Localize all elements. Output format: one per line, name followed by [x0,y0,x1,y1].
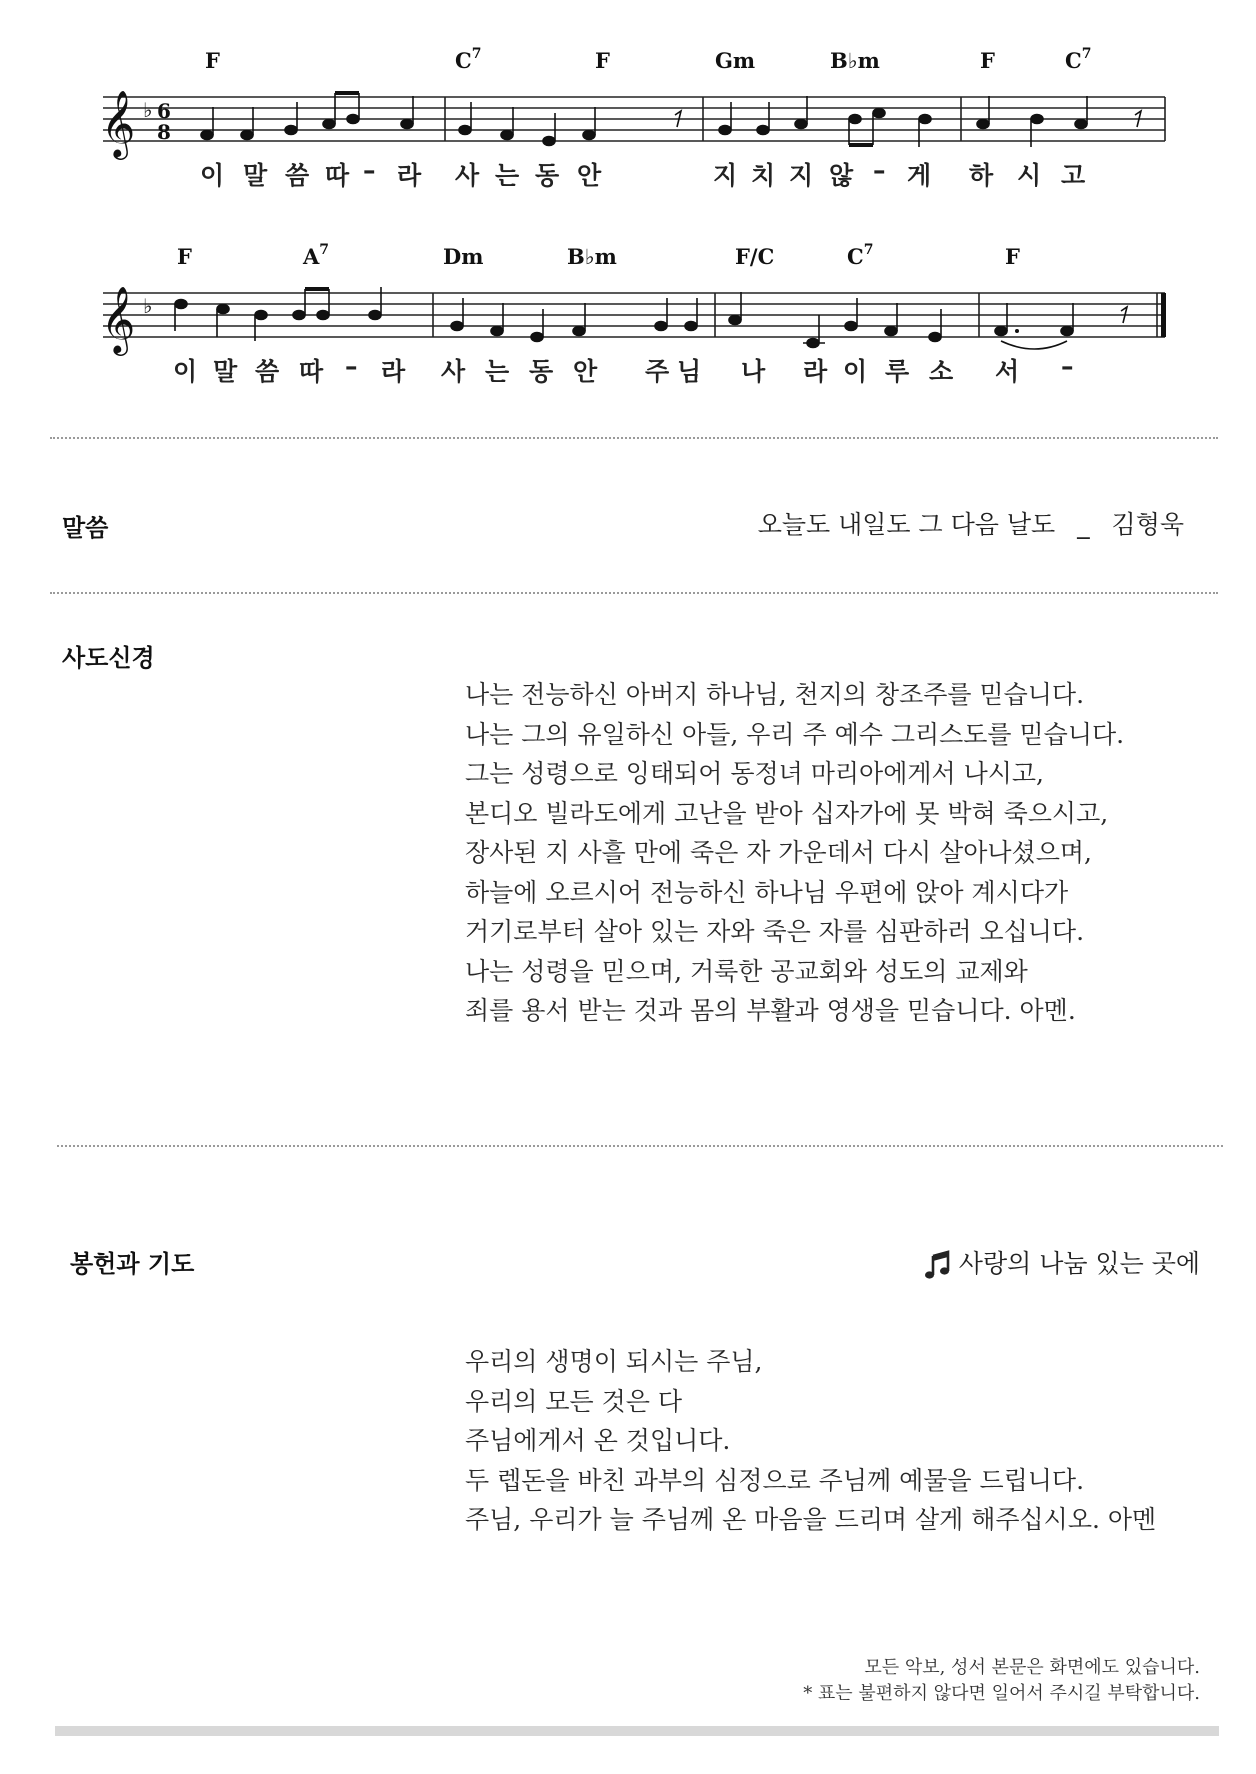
lyric-syllable: 안 [573,357,598,386]
chord-symbol: F [1005,244,1020,269]
footer-line: 모든 악보, 성서 본문은 화면에도 있습니다. [864,1657,1200,1678]
lyric-syllable: – [873,156,886,185]
chord-symbol: F [595,48,610,73]
lyric-syllable: – [363,156,376,185]
sermon-section-title: 말씀 [62,514,109,542]
lyric-syllable: 동 [529,357,554,386]
prayer-line: 우리의 생명이 되시는 주님, [465,1347,763,1376]
svg-text:6: 6 [157,99,171,123]
lyric-syllable: 소 [929,357,954,386]
svg-text:♭: ♭ [143,98,153,122]
creed-text [465,675,1124,1031]
chord-symbol: $C^7$ [847,242,874,269]
sermon-preacher: 김형욱 [1111,510,1184,539]
score-line-2 [95,242,1175,386]
offering-section-title: 봉헌과 기도 [70,1250,195,1278]
lyric-syllable: 는 [495,161,520,190]
footer-note [803,1655,1200,1707]
offering-song-title: 사랑의 나눔 있는 곳에 [958,1249,1200,1278]
svg-text:8: 8 [157,120,171,144]
prayer-line: 우리의 모든 것은 다 [465,1386,683,1416]
lyric-syllable: 지 [713,161,738,190]
creed-line: 하늘에 오르시어 전능하신 하나님 우편에 앉아 계시다가 [465,877,1069,907]
lyric-syllable: – [1061,352,1074,381]
lyric-syllable: 게 [907,161,932,190]
footer-line: * 표는 불편하지 않다면 일어서 주시길 부탁합니다. [803,1683,1200,1704]
sermon-separator: _ [1077,510,1090,539]
section-divider [50,592,1218,594]
lyric-syllable: 이 [173,357,198,386]
lyric-syllable: 안 [577,161,602,190]
lyric-syllable: 나 [741,357,766,386]
svg-text:♭: ♭ [143,294,153,318]
lyric-syllable: 님 [677,357,702,386]
sermon-info [758,505,1184,541]
lyric-syllable: 서 [995,357,1020,386]
sermon-subtitle: 오늘도 내일도 그 다음 날도 [757,510,1056,539]
music-note-icon [925,1250,951,1280]
svg-text:𝄞: 𝄞 [101,285,136,353]
prayer-line: 주님에게서 온 것입니다. [465,1426,731,1455]
lyric-syllable: 이 [843,357,868,386]
creed-line: 본디오 빌라도에게 고난을 받아 십자가에 못 박혀 죽으시고, [465,798,1109,828]
lyric-syllable: 말 [243,161,268,190]
creed-line: 거기로부터 살아 있는 자와 죽은 자를 심판하러 오십니다. [465,917,1085,946]
creed-section-title: 사도신경 [62,644,155,672]
prayer-line: 주님, 우리가 늘 주님께 온 마음을 드리며 살게 해주십시오. 아멘 [465,1505,1157,1534]
lyric-syllable: 시 [1017,161,1042,190]
chord-symbol: $C^7$ [455,46,482,73]
lyric-syllable: 하 [969,161,994,190]
chord-symbol: Gm [715,48,756,73]
lyrics-line-2 [95,352,1175,384]
chord-symbol: $A^7$ [303,242,330,269]
prayer-line: 두 렙돈을 바친 과부의 심정으로 주님께 예물을 드립니다. [465,1465,1085,1495]
section-divider [50,437,1218,439]
chord-symbol: F [205,48,220,73]
lyric-syllable: 는 [485,357,510,386]
offering-prayer-text [465,1342,1156,1540]
lyric-syllable: – [345,352,358,381]
score-line-1 [95,46,1175,190]
creed-line: 장사된 지 사흘 만에 죽은 자 가운데서 다시 살아나셨으며, [465,838,1092,867]
lyric-syllable: 이 [200,161,225,190]
lyric-syllable: 씀 [285,161,310,190]
lyric-syllable: 루 [885,357,910,386]
lyric-syllable: 사 [455,161,480,190]
creed-line: 나는 전능하신 아버지 하나님, 천지의 창조주를 믿습니다. [465,680,1085,709]
lyric-syllable: 라 [381,357,406,386]
section-divider [57,1145,1223,1147]
bottom-divider-bar [55,1726,1219,1736]
creed-line: 나는 그의 유일하신 아들, 우리 주 예수 그리스도를 믿습니다. [465,719,1125,749]
creed-line: 나는 성령을 믿으며, 거룩한 공교회와 성도의 교제와 [465,956,1028,986]
lyric-syllable: 말 [213,357,238,386]
chord-symbol: B♭m [567,244,617,269]
lyric-syllable: 고 [1061,161,1086,190]
lyric-syllable: 따 [325,161,350,190]
chord-symbol: $C^7$ [1065,46,1092,73]
lyric-syllable: 따 [299,357,324,386]
lyric-syllable: 씀 [255,357,280,386]
lyric-syllable: 라 [397,161,422,190]
svg-text:𝄞: 𝄞 [101,89,136,157]
lyrics-line-1 [95,156,1175,188]
creed-line: 그는 성령으로 잉태되어 동정녀 마리아에게서 나시고, [465,759,1044,788]
lyric-syllable: 않 [829,161,854,190]
creed-line: 죄를 용서 받는 것과 몸의 부활과 영생을 믿습니다. 아멘. [465,996,1076,1025]
lyric-syllable: 라 [803,357,828,386]
chord-symbol: F [980,48,995,73]
lyric-syllable: 사 [441,357,466,386]
chord-symbol: Dm [443,244,484,269]
lyric-syllable: 동 [535,161,560,190]
chord-symbol: F [177,244,192,269]
chord-symbol: B♭m [830,48,880,73]
chord-symbol: F/C [735,244,775,269]
offering-song [925,1244,1200,1280]
lyric-syllable: 치 [751,161,776,190]
lyric-syllable: 주 [645,357,670,386]
lyric-syllable: 지 [789,161,814,190]
